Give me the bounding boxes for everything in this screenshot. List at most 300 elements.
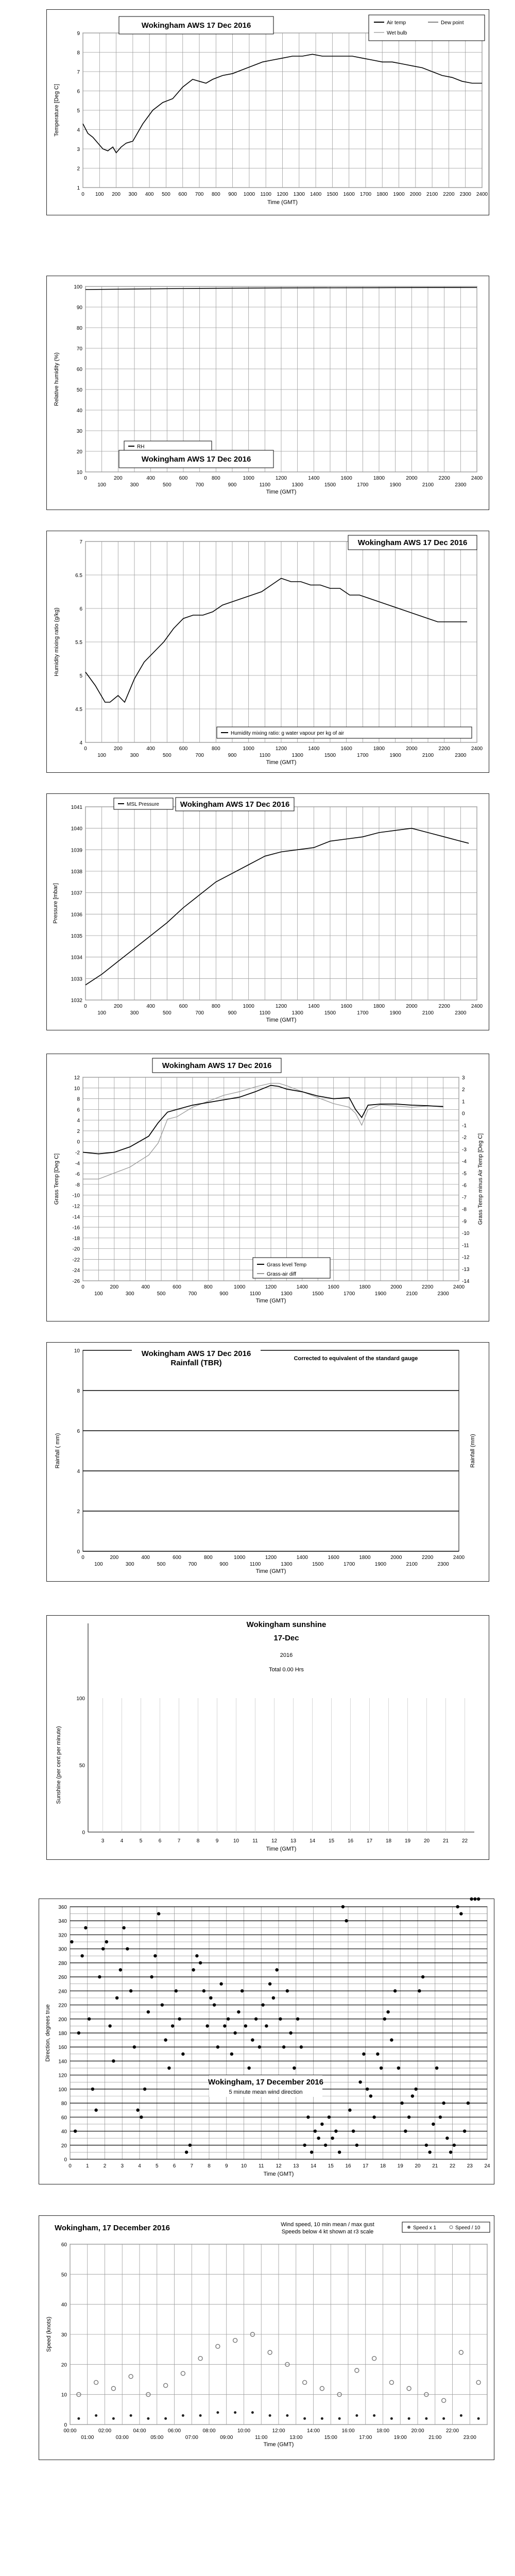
y-tick-label: 1032 xyxy=(71,998,82,1004)
wind-direction-point xyxy=(286,1989,289,1992)
wind-direction-point xyxy=(254,2018,258,2021)
wind-direction-point xyxy=(261,2003,264,2006)
x-tick-label: 100 xyxy=(97,1010,107,1016)
x-tick-label: 11 xyxy=(259,2163,264,2169)
wind-direction-point xyxy=(445,2137,449,2140)
x-tick-label: 900 xyxy=(219,1562,229,1567)
y-tick-label: 280 xyxy=(58,1960,67,1967)
y-tick-label: 10 xyxy=(74,1348,80,1354)
wind-speed-mean-point xyxy=(338,2417,341,2420)
x-tick-label: 8 xyxy=(196,1838,200,1844)
wind-direction-point xyxy=(129,1989,132,1992)
x-tick-label: 06:00 xyxy=(167,2428,181,2434)
x-tick-label: 500 xyxy=(162,1010,171,1016)
x-tick-label: 1700 xyxy=(357,753,369,758)
y-tick-label: 1035 xyxy=(71,934,82,939)
x-tick-label: 1000 xyxy=(234,1555,246,1561)
y-tick-label: -18 xyxy=(72,1235,80,1242)
chart-title: Wokingham AWS 17 Dec 2016 xyxy=(180,800,290,809)
wind-direction-point xyxy=(467,2102,470,2105)
wind-speed-mean-point xyxy=(460,2414,462,2417)
x-tick-label: 1100 xyxy=(259,1010,271,1016)
x-tick-label: 00:00 xyxy=(63,2428,77,2434)
wind-direction-point xyxy=(112,2059,115,2062)
x-tick-label: 13:00 xyxy=(289,2435,303,2441)
y-tick-label: -4 xyxy=(75,1161,80,1167)
x-tick-label: 600 xyxy=(179,746,188,752)
y-axis-label: Temperature [Deg C] xyxy=(54,83,60,137)
x-tick-label: 100 xyxy=(94,1291,103,1297)
x-tick-label: 1200 xyxy=(265,1555,277,1561)
wind-speed-mean-point xyxy=(286,2414,288,2417)
x-tick-label: 05:00 xyxy=(150,2435,164,2441)
y2-tick-label: -3 xyxy=(462,1147,467,1153)
wind-direction-point xyxy=(223,2024,226,2027)
mixing-ratio-chart xyxy=(47,531,490,773)
x-tick-label: 1600 xyxy=(340,476,352,481)
x-tick-label: 2 xyxy=(103,2163,107,2169)
x-tick-label: 13 xyxy=(290,1838,297,1844)
wind-direction-point xyxy=(477,1897,480,1901)
wind-direction-point xyxy=(91,2088,94,2091)
wind-direction-point xyxy=(328,2115,331,2119)
chart-title: Wokingham, 17 December 2016 xyxy=(208,2078,323,2087)
x-tick-label: 2300 xyxy=(455,753,467,758)
y2-tick-label: -5 xyxy=(462,1171,467,1177)
wind-direction-point xyxy=(390,2038,393,2041)
wind-direction-point xyxy=(153,1954,157,1957)
x-tick-label: 5 xyxy=(139,1838,143,1844)
x-tick-label: 11 xyxy=(252,1838,258,1844)
y2-axis-label: Rainfall (mm) xyxy=(470,1434,476,1468)
x-tick-label: 10 xyxy=(241,2163,247,2169)
x-tick-label: 02:00 xyxy=(98,2428,112,2434)
y-tick-label: -8 xyxy=(75,1182,80,1188)
x-tick-label: 1600 xyxy=(340,1004,352,1009)
wind-speed-mean-point xyxy=(303,2417,306,2420)
y-tick-label: 0 xyxy=(64,2422,67,2428)
x-tick-label: 5 xyxy=(155,2163,159,2169)
x-tick-label: 900 xyxy=(228,482,237,488)
x-tick-label: 19 xyxy=(404,1838,411,1844)
y-tick-label: -2 xyxy=(75,1150,80,1156)
x-tick-label: 1700 xyxy=(357,1010,369,1016)
x-tick-label: 2200 xyxy=(438,476,450,481)
y-tick-label: 6 xyxy=(77,1429,80,1434)
x-tick-label: 300 xyxy=(130,753,139,758)
wind-direction-point xyxy=(300,2045,303,2048)
x-tick-label: 2000 xyxy=(406,476,418,481)
wind-speed-mean-point xyxy=(408,2417,410,2420)
y-tick-label: 200 xyxy=(58,2016,67,2023)
x-tick-label: 1100 xyxy=(259,482,271,488)
y-tick-label: 1038 xyxy=(71,869,82,875)
x-tick-label: 12 xyxy=(276,2163,282,2169)
wind-speed-mean-point xyxy=(442,2417,445,2420)
wind-direction-point xyxy=(275,1968,278,1971)
x-tick-label: 1300 xyxy=(291,753,303,758)
y-tick-label: 90 xyxy=(76,305,82,311)
x-tick-label: 1000 xyxy=(243,192,255,197)
y-tick-label: 1036 xyxy=(71,912,82,918)
wind-direction-point xyxy=(157,1912,160,1915)
x-axis-label: Time (GMT) xyxy=(255,1568,286,1574)
legend-label: RH xyxy=(137,444,145,450)
y-tick-label: 8 xyxy=(77,1388,80,1394)
x-tick-label: 400 xyxy=(146,1004,156,1009)
x-tick-label: 700 xyxy=(195,1010,204,1016)
x-tick-label: 1100 xyxy=(259,753,271,758)
wind-direction-point xyxy=(230,2053,233,2056)
wind-direction-point xyxy=(227,2018,230,2021)
wind-direction-point xyxy=(279,2018,282,2021)
wind-direction-point xyxy=(421,1975,424,1978)
x-tick-label: 2100 xyxy=(406,1562,418,1567)
wind-direction-point xyxy=(331,2137,334,2140)
wind-speed-mean-point xyxy=(95,2414,97,2417)
chart-note: Corrected to equivalent of the standard gauge xyxy=(294,1355,418,1362)
y-tick-label: 140 xyxy=(58,2059,67,2065)
wind-direction-point xyxy=(147,2010,150,2013)
x-tick-label: 0 xyxy=(84,1004,87,1009)
wind-direction-point xyxy=(150,1975,153,1978)
x-tick-label: 1200 xyxy=(275,476,287,481)
wind-direction-point xyxy=(199,1961,202,1964)
wind-direction-point xyxy=(219,1982,222,1986)
y-axis-label: Sunshine (per cent per minute) xyxy=(56,1726,62,1804)
x-tick-label: 7 xyxy=(190,2163,194,2169)
wind-direction-point xyxy=(345,1919,348,1922)
x-tick-label: 1500 xyxy=(327,192,338,197)
x-tick-label: 19 xyxy=(397,2163,403,2169)
wind-direction-point xyxy=(369,2094,372,2097)
x-tick-label: 700 xyxy=(195,192,204,197)
legend-label: Dew point xyxy=(441,20,464,26)
x-tick-label: 21 xyxy=(432,2163,438,2169)
x-tick-label: 100 xyxy=(97,482,107,488)
wind-direction-point xyxy=(341,1905,345,1908)
x-tick-label: 6 xyxy=(173,2163,176,2169)
y-tick-label: 0 xyxy=(82,1830,85,1836)
wind-direction-point xyxy=(265,2024,268,2027)
x-tick-label: 2400 xyxy=(471,746,483,752)
x-tick-label: 2000 xyxy=(409,192,421,197)
x-tick-label: 2200 xyxy=(438,1004,450,1009)
chart-title: Wokingham AWS 17 Dec 2016 xyxy=(162,1061,272,1070)
y-tick-label: 40 xyxy=(61,2302,67,2308)
x-tick-label: 16 xyxy=(345,2163,351,2169)
wind-direction-point xyxy=(348,2109,351,2112)
wind-direction-point xyxy=(324,2144,327,2147)
legend-label: MSL Pressure xyxy=(127,802,159,807)
x-tick-label: 200 xyxy=(113,746,123,752)
x-tick-label: 1800 xyxy=(373,746,385,752)
wind-direction-point xyxy=(362,2053,365,2056)
x-tick-label: 2000 xyxy=(406,746,418,752)
wind-direction-point xyxy=(140,2115,143,2119)
wind-speed-mean-point xyxy=(77,2417,80,2420)
y-tick-label: 6 xyxy=(77,1107,80,1113)
y-tick-label: 4.5 xyxy=(75,707,82,713)
wind-speed-mean-point xyxy=(147,2417,149,2420)
plot-area xyxy=(83,1350,459,1551)
legend-label: Speed x 1 xyxy=(413,2225,437,2231)
wind-direction-point xyxy=(293,2066,296,2070)
x-tick-label: 1200 xyxy=(275,1004,287,1009)
rainfall-chart xyxy=(47,1343,490,1582)
x-tick-label: 20 xyxy=(415,2163,421,2169)
y-tick-label: 20 xyxy=(61,2143,67,2149)
wind-direction-point xyxy=(314,2129,317,2132)
wind-speed-mean-point xyxy=(216,2411,219,2414)
x-tick-label: 14 xyxy=(310,2163,317,2169)
wind-direction-point xyxy=(161,2003,164,2006)
y2-tick-label: -8 xyxy=(462,1207,467,1213)
y-tick-label: 100 xyxy=(76,1696,85,1702)
wind-direction-point xyxy=(122,1926,125,1929)
y-tick-label: 220 xyxy=(58,2003,67,2009)
x-tick-label: 300 xyxy=(125,1291,134,1297)
x-tick-label: 1100 xyxy=(249,1562,261,1567)
wind-direction-point xyxy=(108,2024,111,2027)
y-tick-label: 100 xyxy=(74,284,82,290)
chart-date: 17-Dec xyxy=(273,1634,299,1642)
y-tick-label: 40 xyxy=(76,408,82,414)
x-tick-label: 400 xyxy=(146,476,156,481)
x-tick-label: 1400 xyxy=(296,1555,308,1561)
y-tick-label: 20 xyxy=(61,2362,67,2368)
y-tick-label: 50 xyxy=(61,2272,67,2278)
wind-direction-point xyxy=(397,2066,400,2070)
y-tick-label: 1033 xyxy=(71,976,82,982)
x-tick-label: 1000 xyxy=(243,476,254,481)
wind-speed-mean-point xyxy=(130,2414,132,2417)
y-tick-label: 60 xyxy=(61,2242,67,2248)
wind-direction-point xyxy=(175,1989,178,1992)
x-tick-label: 1600 xyxy=(328,1284,339,1290)
y2-tick-label: -9 xyxy=(462,1218,467,1225)
x-tick-label: 0 xyxy=(84,746,87,752)
x-tick-label: 400 xyxy=(145,192,154,197)
x-tick-label: 1500 xyxy=(324,1010,336,1016)
wind-direction-point xyxy=(296,2018,299,2021)
wind-direction-point xyxy=(185,2150,188,2154)
wind-direction-point xyxy=(383,2018,386,2021)
wind-direction-point xyxy=(171,2024,174,2027)
x-axis-label: Time (GMT) xyxy=(266,1846,297,1852)
x-tick-label: 1400 xyxy=(296,1284,308,1290)
wind-direction-point xyxy=(317,2137,320,2140)
x-tick-label: 2200 xyxy=(422,1555,434,1561)
x-tick-label: 2100 xyxy=(406,1291,418,1297)
x-tick-label: 2400 xyxy=(471,1004,483,1009)
x-tick-label: 6 xyxy=(158,1838,162,1844)
y-tick-label: 180 xyxy=(58,2031,67,2037)
y-tick-label: -16 xyxy=(72,1225,80,1231)
x-axis-label: Time (GMT) xyxy=(263,2442,294,2448)
x-tick-label: 9 xyxy=(215,1838,219,1844)
y2-tick-label: -4 xyxy=(462,1159,467,1165)
y2-tick-label: 1 xyxy=(462,1099,465,1105)
x-axis-label: Time (GMT) xyxy=(266,1017,297,1023)
y-tick-label: 60 xyxy=(76,367,82,372)
wind-speed-mean-point xyxy=(477,2417,480,2420)
x-tick-label: 4 xyxy=(120,1838,124,1844)
wind-speed-mean-point xyxy=(390,2417,393,2420)
y2-tick-label: -1 xyxy=(462,1123,467,1129)
x-tick-label: 1200 xyxy=(275,746,287,752)
wind-speed-mean-point xyxy=(182,2414,184,2417)
chart-year: 2016 xyxy=(280,1652,293,1658)
x-tick-label: 600 xyxy=(179,1004,188,1009)
x-tick-label: 900 xyxy=(228,753,237,758)
y-tick-label: 1037 xyxy=(71,890,82,896)
x-tick-label: 16 xyxy=(347,1838,354,1844)
chart-subtitle: Rainfall (TBR) xyxy=(170,1359,222,1367)
x-tick-label: 700 xyxy=(195,482,204,488)
y-tick-label: 1039 xyxy=(71,848,82,854)
wind-speed-mean-point xyxy=(355,2414,358,2417)
x-tick-label: 01:00 xyxy=(81,2435,94,2441)
x-tick-label: 1800 xyxy=(373,1004,385,1009)
y2-tick-label: 2 xyxy=(462,1087,465,1093)
wind-direction-point xyxy=(216,2045,219,2048)
x-tick-label: 200 xyxy=(110,1555,119,1561)
wind-direction-point xyxy=(133,2045,136,2048)
x-tick-label: 1000 xyxy=(243,1004,254,1009)
x-tick-label: 700 xyxy=(188,1562,197,1567)
pressure-chart-panel xyxy=(46,793,489,1030)
wind-speed-mean-point xyxy=(234,2411,236,2414)
x-tick-label: 21:00 xyxy=(428,2435,442,2441)
wind-direction-point xyxy=(115,1996,118,1999)
rainfall-chart-panel xyxy=(46,1342,489,1582)
y-tick-label: 5.5 xyxy=(75,640,82,646)
y-tick-label: -12 xyxy=(72,1204,80,1210)
x-tick-label: 1000 xyxy=(234,1284,246,1290)
wind-direction-point xyxy=(418,1989,421,1992)
y2-tick-label: -13 xyxy=(462,1266,470,1273)
x-tick-label: 600 xyxy=(178,192,187,197)
x-tick-label: 2400 xyxy=(476,192,488,197)
legend-label: Speed / 10 xyxy=(455,2225,480,2231)
x-tick-label: 1 xyxy=(85,2163,89,2169)
wind-direction-point xyxy=(251,2038,254,2041)
y-tick-label: 1041 xyxy=(71,805,82,810)
x-tick-label: 0 xyxy=(84,476,87,481)
wind-direction-point xyxy=(320,2123,323,2126)
y-tick-label: 8 xyxy=(77,50,80,56)
y-tick-label: 300 xyxy=(58,1946,67,1953)
wind-direction-point xyxy=(411,2094,414,2097)
chart-subtitle: Speeds below 4 kt shown at r3 scale xyxy=(281,2229,374,2235)
wind-direction-point xyxy=(88,2018,91,2021)
wind-direction-point xyxy=(181,2053,184,2056)
x-tick-label: 2300 xyxy=(455,1010,467,1016)
x-tick-label: 800 xyxy=(211,746,220,752)
x-tick-label: 17 xyxy=(366,1838,373,1844)
x-axis-label: Time (GMT) xyxy=(266,759,297,766)
wind-direction-point xyxy=(268,1982,271,1986)
legend-label: Grass-air diff xyxy=(267,1272,297,1277)
x-tick-label: 11:00 xyxy=(255,2435,268,2441)
wind-direction-point xyxy=(143,2088,146,2091)
x-tick-label: 0 xyxy=(68,2163,72,2169)
wind-direction-point xyxy=(70,1940,73,1943)
x-tick-label: 600 xyxy=(173,1284,181,1290)
wind-direction-point xyxy=(80,1954,83,1957)
y2-tick-label: -14 xyxy=(462,1279,470,1284)
y-tick-label: -22 xyxy=(72,1257,80,1263)
legend-label: Wet bulb xyxy=(387,30,407,36)
wind-speed-chart xyxy=(39,2216,495,2461)
wind-direction-point xyxy=(272,1996,275,1999)
y-tick-label: 70 xyxy=(76,346,82,352)
y-tick-label: -14 xyxy=(72,1214,80,1221)
wind-direction-point xyxy=(376,2053,379,2056)
wind-speed-mean-point xyxy=(112,2417,115,2420)
y-tick-label: 2 xyxy=(77,166,80,172)
x-tick-label: 1300 xyxy=(281,1291,293,1297)
wind-direction-point xyxy=(247,2066,250,2070)
x-tick-label: 200 xyxy=(110,1284,119,1290)
x-tick-label: 20:00 xyxy=(411,2428,424,2434)
x-tick-label: 04:00 xyxy=(133,2428,146,2434)
y-tick-label: 50 xyxy=(76,387,82,393)
y-tick-label: 0 xyxy=(64,2157,67,2163)
x-tick-label: 1900 xyxy=(374,1291,387,1297)
wind-direction-point xyxy=(192,1968,195,1971)
y-tick-label: 8 xyxy=(77,1096,80,1103)
wind-direction-point xyxy=(386,2010,389,2013)
x-tick-label: 800 xyxy=(211,476,220,481)
x-tick-label: 2200 xyxy=(438,746,450,752)
x-tick-label: 800 xyxy=(211,192,220,197)
wind-direction-point xyxy=(241,1989,244,1992)
wind-speed-mean-point xyxy=(269,2414,271,2417)
x-tick-label: 0 xyxy=(81,1284,84,1290)
x-tick-label: 1400 xyxy=(308,1004,320,1009)
x-tick-label: 1000 xyxy=(243,746,254,752)
y-tick-label: 120 xyxy=(58,2073,67,2079)
humidity-chart xyxy=(47,276,490,511)
wind-direction-point xyxy=(303,2144,306,2147)
x-tick-label: 1800 xyxy=(376,192,388,197)
x-tick-label: 1900 xyxy=(374,1562,387,1567)
y2-tick-label: 3 xyxy=(462,1075,465,1081)
y-tick-label: 7 xyxy=(79,539,82,545)
x-tick-label: 19:00 xyxy=(393,2435,407,2441)
x-tick-label: 600 xyxy=(173,1555,181,1561)
x-tick-label: 2000 xyxy=(406,1004,418,1009)
wind-direction-point xyxy=(178,2018,181,2021)
wind-direction-point xyxy=(101,1947,105,1950)
y-tick-label: -20 xyxy=(72,1246,80,1252)
x-tick-label: 2400 xyxy=(453,1555,465,1561)
chart-title: Wokingham, 17 December 2016 xyxy=(55,2224,170,2232)
x-tick-label: 300 xyxy=(130,482,139,488)
x-tick-label: 900 xyxy=(228,1010,237,1016)
x-tick-label: 1400 xyxy=(310,192,322,197)
mixing-ratio-chart-panel xyxy=(46,531,489,773)
y2-tick-label: -12 xyxy=(462,1255,470,1261)
x-tick-label: 100 xyxy=(95,192,104,197)
chart-title: Wokingham AWS 17 Dec 2016 xyxy=(141,455,251,464)
wind-direction-point xyxy=(414,2088,417,2091)
x-tick-label: 0 xyxy=(81,192,84,197)
wind-direction-point xyxy=(213,2003,216,2006)
sunshine-chart xyxy=(47,1616,490,1860)
